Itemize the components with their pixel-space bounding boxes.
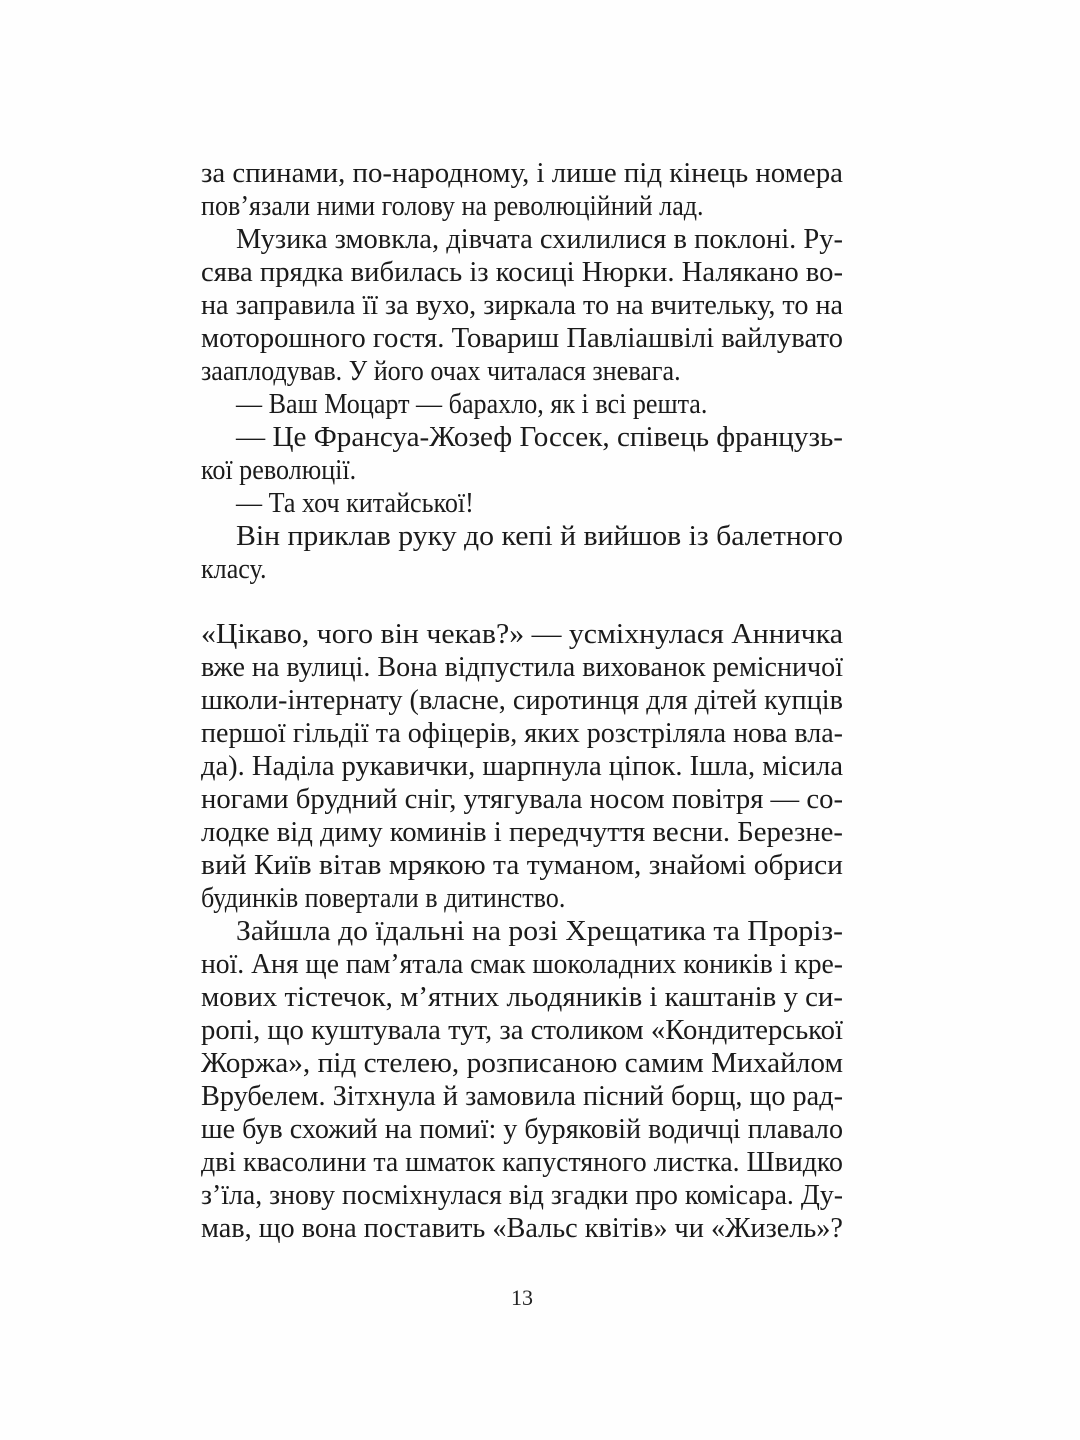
text-line-content: ної. Аня ще пам’ятала смак шоколадних коників і кре- <box>201 948 843 980</box>
text-line <box>201 1047 843 1080</box>
text-line <box>201 190 843 223</box>
text-line <box>201 651 843 684</box>
text-line <box>201 618 843 651</box>
text-line <box>201 783 843 816</box>
text-block <box>201 157 843 1245</box>
text-line-content: будинків повертали в дитинство. <box>201 882 566 914</box>
text-line-content: на заправила її за вухо, зиркала то на вчительку, то на <box>201 289 843 321</box>
text-line <box>201 1212 843 1245</box>
text-line <box>201 684 843 717</box>
text-line-content: з’їла, знову посміхнулася від згадки про комісара. Ду- <box>201 1179 843 1211</box>
text-line-content: Жоржа», під стелею, розписаною самим Михайлом <box>201 1047 843 1079</box>
text-line <box>201 322 843 355</box>
text-line-content: моторошного гостя. Товариш Павліашвілі вайлувато <box>201 322 843 354</box>
text-line <box>201 1080 843 1113</box>
text-line <box>201 981 843 1014</box>
text-line <box>201 1014 843 1047</box>
text-line-content: класу. <box>201 553 267 585</box>
text-line-content: вий Київ вітав мрякою та туманом, знайомі обриси <box>201 849 843 881</box>
text-line-content: лодке від диму коминів і передчуття весни. Березне- <box>201 816 843 848</box>
text-line <box>201 289 843 322</box>
text-line-content: сява прядка вибилась із косиці Нюрки. Налякано во- <box>201 256 843 288</box>
text-line <box>201 915 843 948</box>
text-line-content: за спинами, по-народному, і лише під кінець номера <box>201 157 843 189</box>
text-line <box>201 1146 843 1179</box>
text-line <box>201 553 843 586</box>
text-line-content: дві квасолини та шматок капустяного листка. Швидко <box>201 1146 843 1178</box>
page-number: 13 <box>511 1285 533 1310</box>
text-line <box>201 948 843 981</box>
text-line <box>201 882 843 915</box>
text-line-content: ногами брудний сніг, утягувала носом повітря — со- <box>201 783 843 815</box>
text-line-content: «Цікаво, чого він чекав?» — усміхнулася Анничка <box>201 618 843 650</box>
text-line <box>201 256 843 289</box>
text-line <box>201 849 843 882</box>
text-line-content: — Та хоч китайської! <box>236 487 474 519</box>
text-line <box>201 520 843 553</box>
page-footer <box>201 1284 843 1312</box>
text-line <box>201 157 843 190</box>
text-line-content: Врубелем. Зітхнула й замовила пісний борщ, що рад- <box>201 1080 843 1112</box>
text-line <box>201 388 843 421</box>
text-line <box>201 1113 843 1146</box>
text-line-content: зааплодував. У його очах читалася зневага. <box>201 355 681 387</box>
text-line-content: мових тістечок, м’ятних льодяників і каштанів у си- <box>201 981 843 1013</box>
text-line-content: ше був схожий на помиї: у буряковій водичці плавало <box>201 1113 843 1145</box>
text-line-content: Він приклав руку до кепі й вийшов із балетного <box>236 520 843 552</box>
text-line <box>201 421 843 454</box>
text-line-content: Зайшла до їдальні на розі Хрещатика та Проріз- <box>236 915 843 947</box>
text-line-content: да). Наділа рукавички, шарпнула ціпок. Ішла, місила <box>201 750 843 782</box>
text-line <box>201 355 843 388</box>
text-line <box>201 750 843 783</box>
text-line-content: ропі, що куштувала тут, за столиком «Кондитерської <box>201 1014 843 1046</box>
text-line <box>201 454 843 487</box>
text-line <box>201 487 843 520</box>
text-line-content: мав, що вона поставить «Вальс квітів» чи «Жизель»? <box>201 1212 843 1244</box>
text-line <box>201 1179 843 1212</box>
text-line-content: Музика змовкла, дівчата схилилися в поклоні. Ру- <box>236 223 843 255</box>
text-line-content: — Ваш Моцарт — барахло, як і всі решта. <box>236 388 708 420</box>
text-line-content: пов’язали ними голову на революційний лад. <box>201 190 704 222</box>
text-line-content: — Це Франсуа-Жозеф Госсек, співець французь- <box>236 421 843 453</box>
text-line <box>201 717 843 750</box>
text-line-content: першої гільдії та офіцерів, яких розстріляла нова вла- <box>201 717 843 749</box>
text-line-content: вже на вулиці. Вона відпустила вихованок ремісничої <box>201 651 843 683</box>
text-line-content: кої революції. <box>201 454 357 486</box>
text-line <box>201 816 843 849</box>
text-line <box>201 223 843 256</box>
text-line-content: школи-інтернату (власне, сиротинця для дітей купців <box>201 684 843 716</box>
